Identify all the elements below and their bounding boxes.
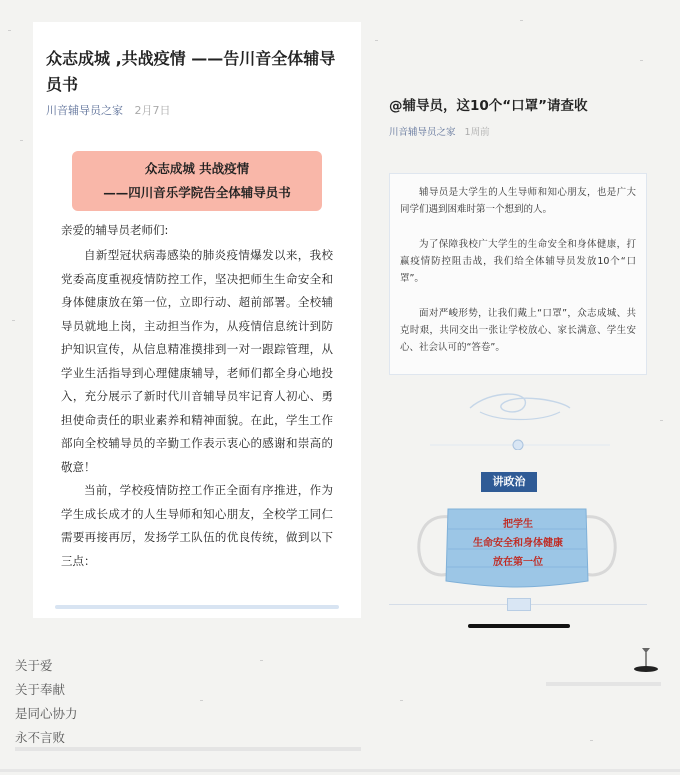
- political-tag: 讲政治: [481, 472, 537, 492]
- left-article-meta: [46, 102, 171, 118]
- closing-lines: [15, 654, 78, 750]
- right-article-info-box: [389, 173, 647, 375]
- background-speck: [20, 140, 23, 141]
- left-article-banner: [72, 151, 322, 211]
- left-article-paragraph-2: 当前，学校疫情防控工作正全面有序推进，作为学生成长成才的人生导师和知心朋友，全校学工同仁需要再接再厉，发扬学工队伍的优良传统，做到以下三点：: [61, 483, 333, 568]
- right-article-author[interactable]: 川音辅导员之家: [389, 127, 456, 138]
- background-speck: [200, 700, 203, 701]
- right-article-meta: [389, 124, 490, 138]
- banner-line-1: 众志成城 共战疫情: [144, 161, 250, 176]
- left-article-card[interactable]: [33, 22, 361, 618]
- divider-ornament-icon: [507, 598, 531, 611]
- right-article-paragraph-3: 面对严峻形势，让我们戴上“口罩”，众志成城、共克时艰，共同交出一张让学校放心、家长满意、学生安心、社会认可的“答卷”。: [400, 308, 636, 353]
- left-article-bottom-bar: [55, 605, 339, 609]
- closing-line-3: 是同心协力: [15, 706, 78, 721]
- right-bottom-divider: [546, 682, 661, 686]
- home-indicator-bar[interactable]: [468, 624, 570, 628]
- mask-slogan-line-2: 生命安全和身体健康: [473, 538, 563, 549]
- right-article-date: 1周前: [464, 127, 490, 138]
- background-speck: [640, 60, 643, 61]
- right-article-paragraph-2: 为了保障我校广大学生的生命安全和身体健康，打赢疫情防控阻击战，我们给全体辅导员发放10个“口罩”。: [400, 239, 636, 284]
- closing-line-1: 关于爱: [15, 658, 53, 673]
- background-speck: [660, 420, 663, 421]
- background-speck: [590, 740, 593, 741]
- background-speck: [260, 660, 263, 661]
- left-article-paragraph-1: 自新型冠状病毒感染的肺炎疫情爆发以来，我校党委高度重视疫情防控工作，坚决把师生生命安全和身体健康放在第一位，立即行动、超前部署。全校辅导员就地上岗，主动担当作为，从疫情信息统计到防护知识宣传，从信息精准摸排到一对一跟踪管理，从学业生活指导到心理健康辅导，老师们都全身心地投入，充分展示了新时代川音辅导员牢记育人初心、勇担使命责任的职业素养和精神面貌。在此，学生工作部向全校辅导员的辛勤工作表示衷心的感谢和崇高的敬意！: [61, 248, 333, 474]
- bottom-divider: [15, 747, 361, 751]
- background-speck: [375, 40, 378, 41]
- background-speck: [400, 700, 403, 701]
- closing-line-2: 关于奉献: [15, 682, 66, 697]
- closing-line-4: 永不言败: [15, 730, 66, 745]
- mask-slogan-line-1: 把学生: [503, 519, 533, 530]
- page-bottom-divider: [0, 769, 680, 772]
- banner-line-2: ——四川音乐学院告全体辅导员书: [103, 185, 291, 200]
- decorative-swirl-icon: [430, 380, 610, 450]
- right-article-title[interactable]: @辅导员，这10个“口罩”请查收: [389, 98, 588, 114]
- right-article-paragraph-1: 辅导员是大学生的人生导师和知心朋友，也是广大同学们遇到困难时第一个想到的人。: [400, 187, 636, 215]
- background-speck: [520, 20, 523, 21]
- left-article-date: 2月7日: [134, 104, 171, 117]
- left-article-body: [61, 244, 333, 573]
- left-article-author[interactable]: 川音辅导员之家: [46, 104, 123, 117]
- mask-slogan-line-3: 放在第一位: [493, 557, 543, 568]
- background-speck: [8, 30, 11, 31]
- ink-figure-icon: [630, 644, 662, 674]
- mask-slogan: [448, 515, 588, 572]
- background-speck: [12, 320, 15, 321]
- left-article-title[interactable]: 众志成城 ,共战疫情 ——告川音全体辅导员书: [46, 49, 336, 94]
- left-article-greeting: 亲爱的辅导员老师们:: [61, 223, 169, 237]
